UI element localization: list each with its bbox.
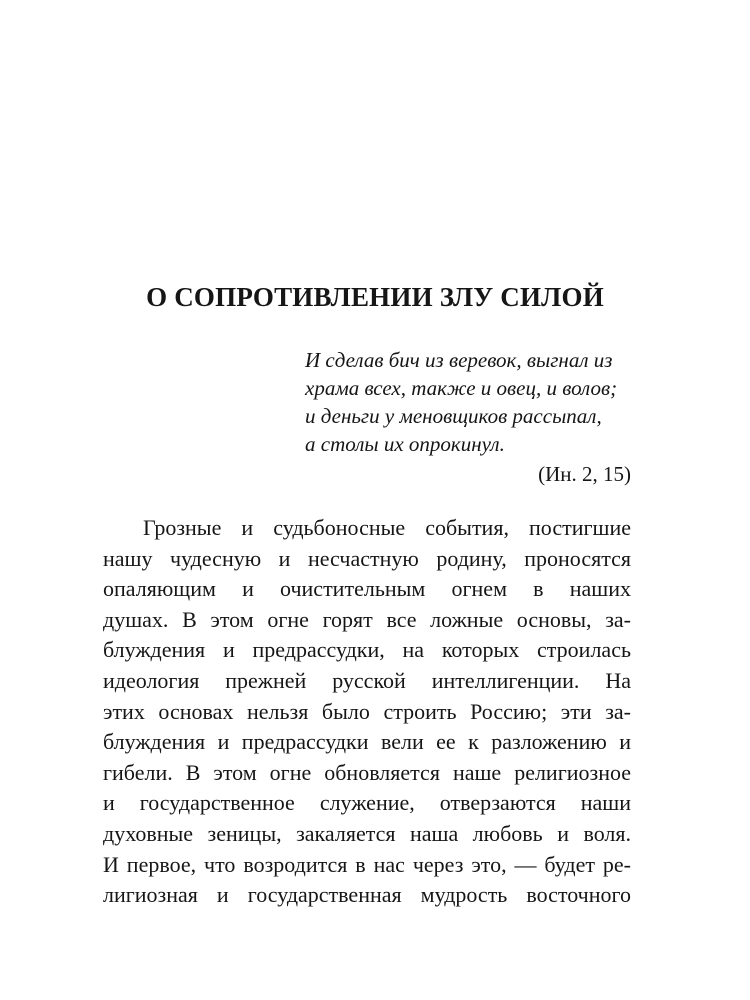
body-paragraph — [103, 513, 631, 911]
body-line: блуждения и предрассудки вели ее к разложению и — [103, 729, 631, 755]
epigraph-line: И сделав бич из веревок, выгнал из — [305, 348, 613, 372]
epigraph-line: храма всех, также и овец, и волов; — [305, 376, 618, 400]
body-line: Грозные и судьбоносные события, постигшие — [143, 515, 631, 540]
epigraph — [305, 346, 635, 488]
body-line: гибели. В этом огне обновляется наше религиозное — [103, 759, 631, 785]
body-line: опаляющим и очистительным огнем в наших — [103, 576, 631, 602]
body-line: этих основах нельзя было строить Россию; эти за- — [103, 698, 631, 724]
epigraph-line: и деньги у меновщиков рассыпал, — [305, 404, 602, 428]
body-line: и государственное служение, отверзаются наши — [103, 790, 631, 816]
body-line: лигиозная и государственная мудрость восточного — [103, 882, 631, 908]
epigraph-line: а столы их опрокинул. — [305, 432, 505, 456]
body-line: нашу чудесную и несчастную родину, проносятся — [103, 545, 631, 571]
body-line: душах. В этом огне горят все ложные основы, за- — [103, 606, 631, 632]
chapter-title: О СОПРОТИВЛЕНИИ ЗЛУ СИЛОЙ — [146, 282, 604, 312]
body-line: И первое, что возродится в нас через это, — будет ре- — [103, 851, 631, 877]
body-line: блуждения и предрассудки, на которых строилась — [103, 637, 631, 663]
body-line: духовные зеницы, закаляется наша любовь и воля. — [103, 820, 631, 846]
body-line: идеология прежней русской интеллигенции. На — [103, 667, 631, 693]
epigraph-source: (Ин. 2, 15) — [538, 462, 631, 486]
